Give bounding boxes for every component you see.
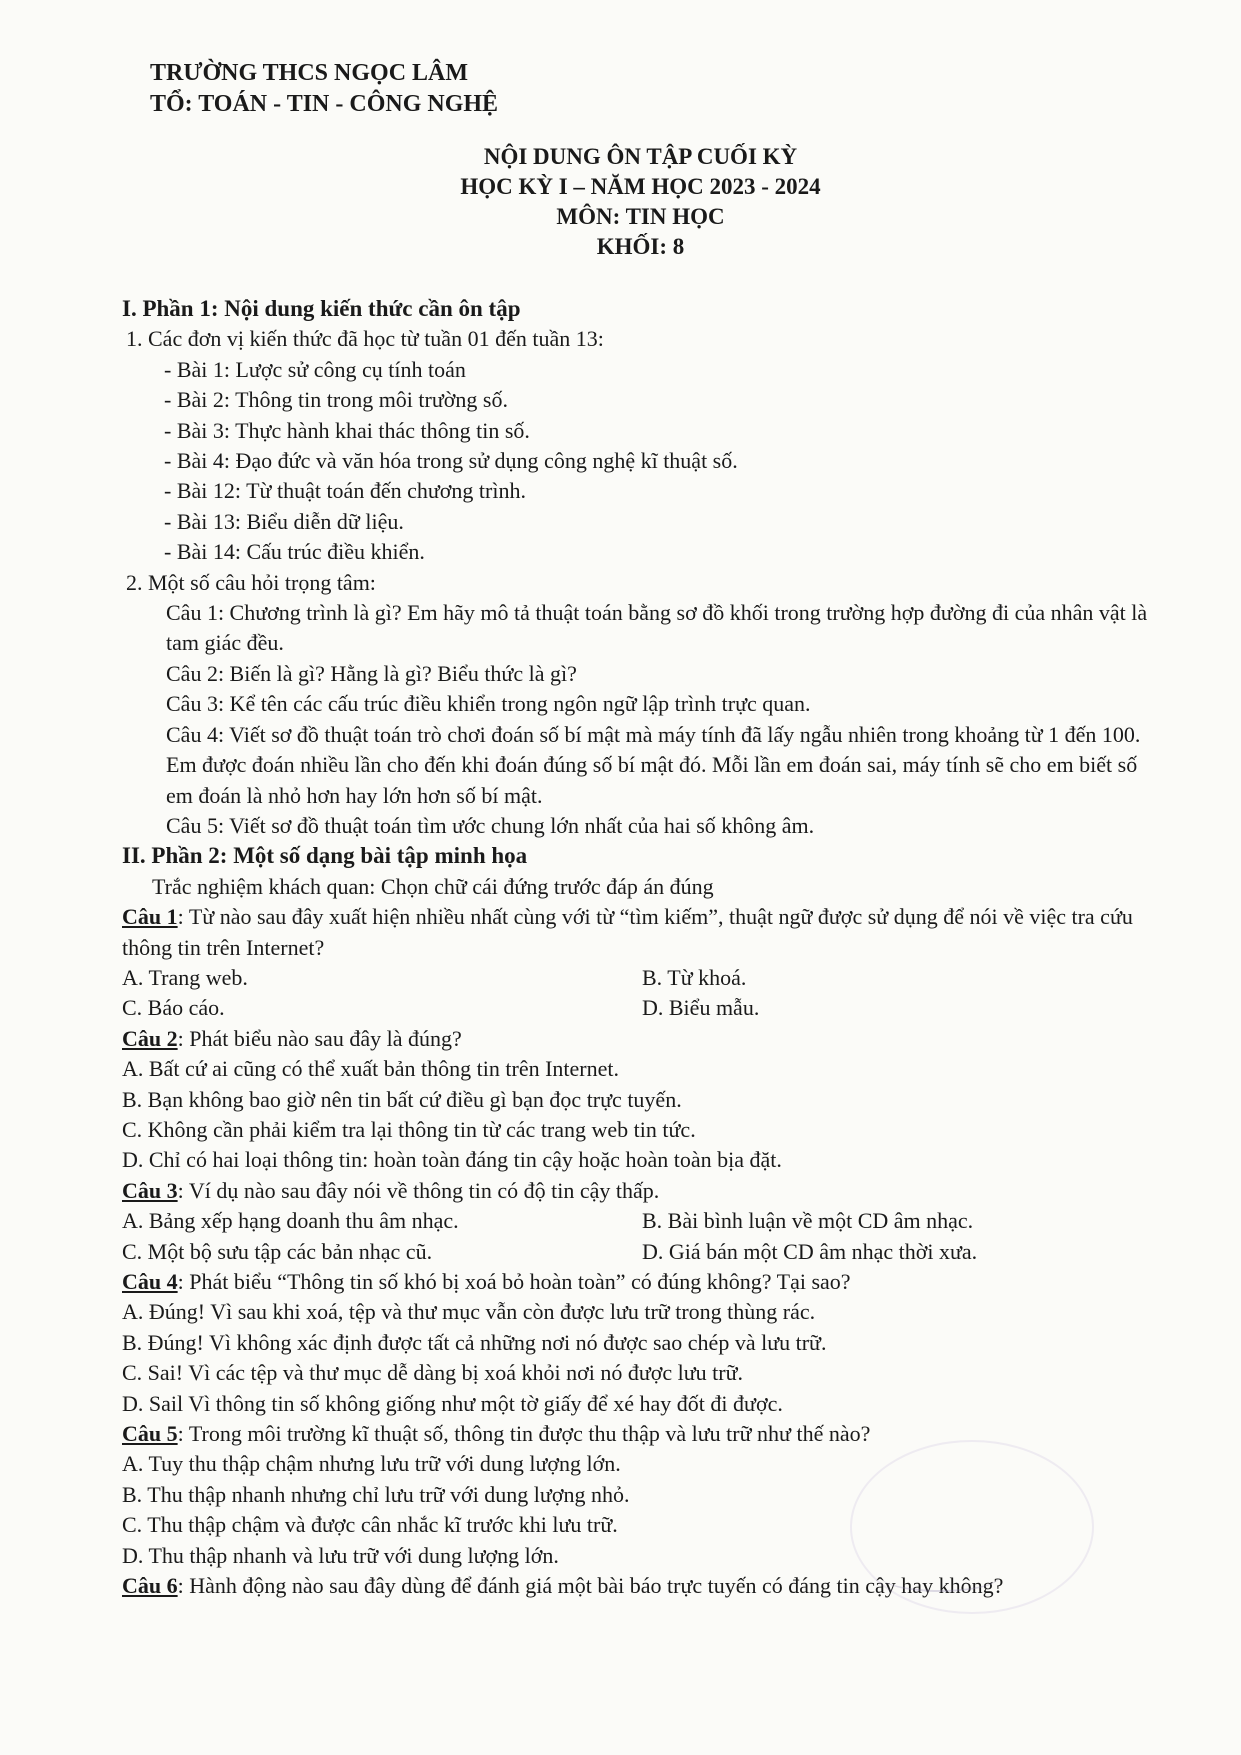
answer-option: B. Bài bình luận về một CD âm nhạc. [642,1208,974,1234]
part2-intro: Trắc nghiệm khách quan: Chọn chữ cái đứng trước đáp án đúng [152,873,714,899]
title-line-3: MÔN: TIN HỌC [556,204,725,229]
answer-row [122,993,1162,1023]
mcq-question-3 [122,1176,1162,1206]
part2-heading: II. Phần 2: Một số dạng bài tập minh họa [122,843,528,869]
question-label: Câu 4 [122,1269,178,1294]
review-question: Câu 1: Chương trình là gì? Em hãy mô tả thuật toán bằng sơ đồ khối trong trường hợp đường đi của nhân vật là tam giác đều. [166,600,1148,656]
question-text: : Hành động nào sau đây dùng để đánh giá một bài báo trực tuyến có đáng tin cậy hay không? [177,1573,1004,1599]
question-text: : Phát biểu “Thông tin số khó bị xoá bỏ hoàn toàn” có đúng không? Tại sao? [177,1269,851,1294]
questions-intro: 2. Một số câu hỏi trọng tâm: [126,569,376,595]
mcq-question-4 [122,1267,1162,1297]
unit-item: - Bài 4: Đạo đức và văn hóa trong sử dụng công nghệ kĩ thuật số. [164,448,738,474]
answer-option: B. Từ khoá. [642,964,747,990]
title-line-2: HỌC KỲ I – NĂM HỌC 2023 - 2024 [460,174,821,199]
answer-option: A. Bất cứ ai cũng có thể xuất bản thông tin trên Internet. [122,1056,619,1082]
answer-option: D. Biểu mẫu. [642,995,760,1021]
school-name: TRƯỜNG THCS NGỌC LÂM [150,60,469,86]
review-question: Câu 4: Viết sơ đồ thuật toán trò chơi đoán số bí mật mà máy tính đã lấy ngẫu nhiên trong khoảng từ 1 đến 100. Em được đoán nhiều lần cho đến khi đoán đúng số bí mật đó. Mỗi lần em đoán sai, máy tính sẽ cho em biết số em đoán là nhỏ hơn hay lớn hơn số bí mật. [166,721,1141,808]
document-body [122,294,1162,1601]
unit-item: - Bài 12: Từ thuật toán đến chương trình. [164,478,526,504]
answer-row [122,963,1162,993]
answer-option: D. Thu thập nhanh và lưu trữ với dung lượng lớn. [122,1542,559,1568]
mcq-question-1 [122,902,1162,963]
answer-option: C. Không cần phải kiểm tra lại thông tin từ các trang web tin tức. [122,1116,696,1142]
part1-heading: I. Phần 1: Nội dung kiến thức cần ôn tập [122,296,521,321]
units-intro: 1. Các đơn vị kiến thức đã học từ tuần 01 đến tuần 13: [126,326,604,352]
answer-option: B. Bạn không bao giờ nên tin bất cứ điều gì bạn đọc trực tuyến. [122,1086,682,1112]
answer-option: C. Một bộ sưu tập các bản nhạc cũ. [122,1238,433,1264]
question-label: Câu 5 [122,1421,178,1447]
question-label: Câu 1 [122,904,178,930]
school-header [150,58,498,120]
title-line-1: NỘI DUNG ÔN TẬP CUỐI KỲ [483,144,798,169]
answer-row [122,1237,1162,1267]
answer-option: A. Tuy thu thập chậm nhưng lưu trữ với dung lượng lớn. [122,1451,621,1477]
unit-item: - Bài 2: Thông tin trong môi trường số. [164,387,508,413]
answer-option: D. Sail Vì thông tin số không giống như một tờ giấy để xé hay đốt đi được. [122,1390,783,1416]
answer-option: A. Đúng! Vì sau khi xoá, tệp và thư mục vẫn còn được lưu trữ trong thùng rác. [122,1299,816,1325]
unit-item: - Bài 14: Cấu trúc điều khiển. [164,539,425,565]
answer-option: B. Đúng! Vì không xác định được tất cả những nơi nó được sao chép và lưu trữ. [122,1329,827,1355]
answer-option: C. Báo cáo. [122,995,225,1021]
document-title [0,142,1241,262]
unit-item: - Bài 3: Thực hành khai thác thông tin số. [164,417,530,443]
answer-row [122,1206,1162,1236]
department-name: TỔ: TOÁN - TIN - CÔNG NGHỆ [150,91,499,117]
question-text: : Trong môi trường kĩ thuật số, thông tin được thu thập và lưu trữ như thế nào? [177,1421,871,1447]
question-text: : Từ nào sau đây xuất hiện nhiều nhất cùng với từ “tìm kiếm”, thuật ngữ được sử dụng để nói về việc tra cứu thông tin trên Internet? [122,904,1133,960]
question-label: Câu 3 [122,1177,178,1203]
unit-item: - Bài 13: Biểu diễn dữ liệu. [164,508,404,534]
unit-item: - Bài 1: Lược sử công cụ tính toán [164,356,466,382]
faded-signature [880,1560,1000,1592]
answer-option: B. Thu thập nhanh nhưng chỉ lưu trữ với dung lượng nhỏ. [122,1481,630,1507]
answer-option: D. Chỉ có hai loại thông tin: hoàn toàn đáng tin cậy hoặc hoàn toàn bịa đặt. [122,1147,782,1173]
answer-option: A. Bảng xếp hạng doanh thu âm nhạc. [122,1208,459,1234]
answer-option: C. Thu thập chậm và được cân nhắc kĩ trước khi lưu trữ. [122,1512,618,1538]
review-question: Câu 3: Kể tên các cấu trúc điều khiển trong ngôn ngữ lập trình trực quan. [166,691,811,717]
mcq-question-2 [122,1024,1162,1054]
answer-option: C. Sai! Vì các tệp và thư mục dễ dàng bị xoá khỏi nơi nó được lưu trữ. [122,1360,744,1386]
question-label: Câu 2 [122,1025,178,1051]
answer-option: A. Trang web. [122,964,248,990]
answer-option: D. Giá bán một CD âm nhạc thời xưa. [642,1238,978,1264]
question-text: : Phát biểu nào sau đây là đúng? [177,1025,462,1051]
review-question: Câu 2: Biến là gì? Hằng là gì? Biểu thức là gì? [166,660,577,686]
question-text: : Ví dụ nào sau đây nói về thông tin có độ tin cậy thấp. [177,1177,660,1203]
review-question: Câu 5: Viết sơ đồ thuật toán tìm ước chung lớn nhất của hai số không âm. [166,812,815,838]
title-line-4: KHỐI: 8 [596,234,685,259]
question-label: Câu 6 [122,1573,178,1599]
